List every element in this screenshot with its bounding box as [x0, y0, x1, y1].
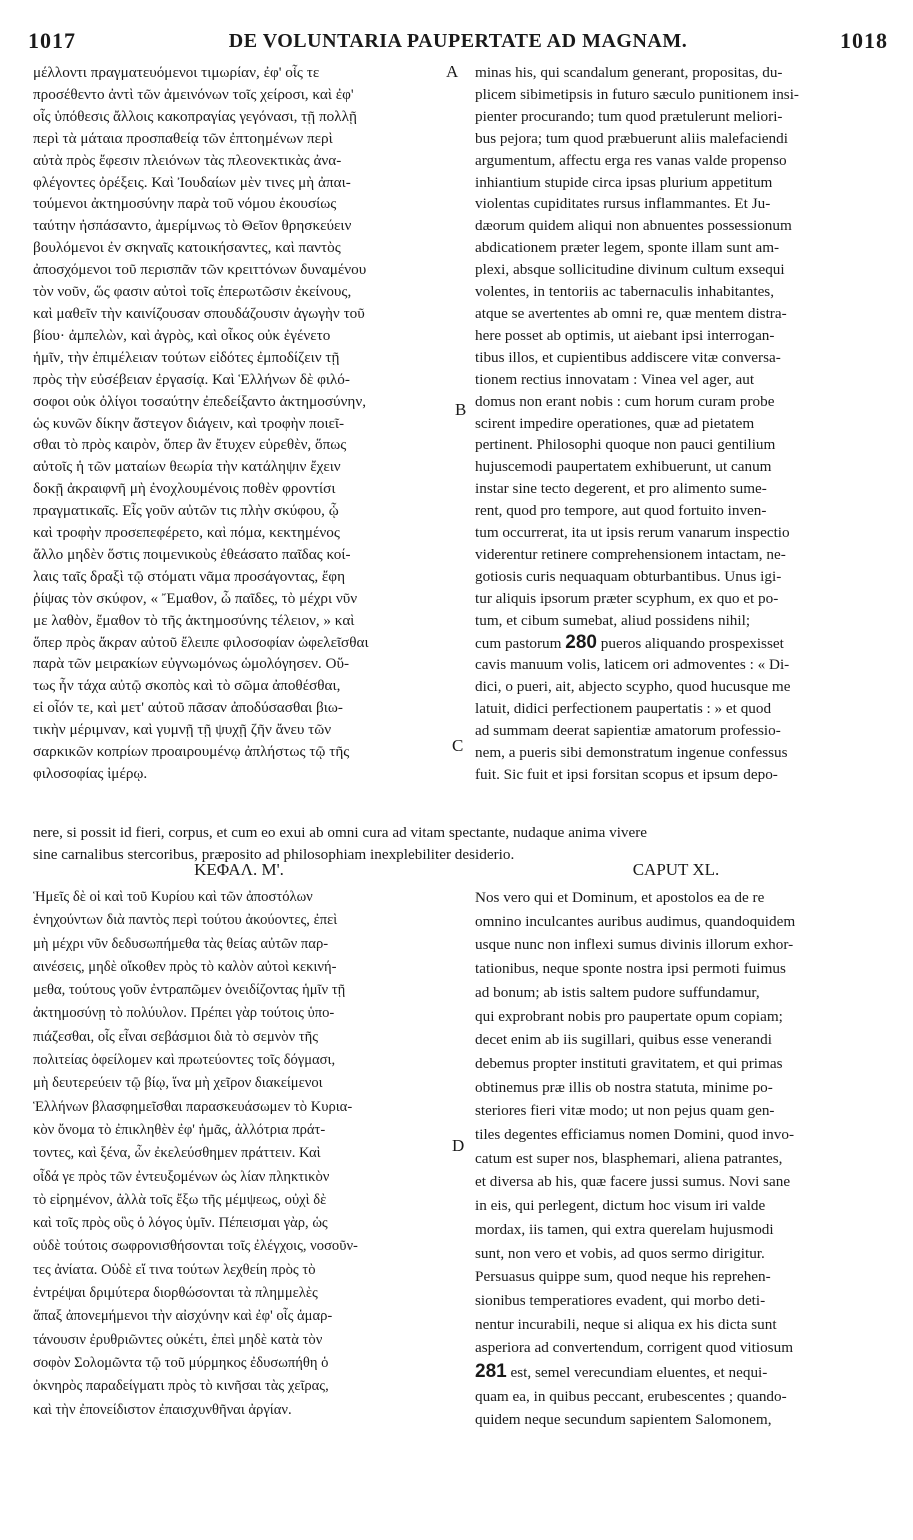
- text-line: ad bonum; ab istis saltem pudore suffundamur,: [475, 983, 760, 1001]
- text-line: fuit. Sic fuit et ipsi forsitan scopus et ipsum depo-: [475, 766, 778, 783]
- text-line: Ἑλλήνων βλασφημεῖσθαι παρασκευάσωμεν τὸ Κυρια-: [33, 1098, 353, 1115]
- text-line: dici, o pueri, ait, abjecto scypho, quod hucusque me: [475, 678, 791, 696]
- chapter-heading-latin: CAPUT XL.: [632, 860, 720, 879]
- text-line: sine carnalibus stercoribus, præposito ad philosophiam inexplebiliter desiderio.: [33, 845, 515, 863]
- text-line: tionem rectius innovatam : Vinea vel ager, aut: [475, 370, 755, 388]
- text-line: argumentum, affectu erga res vanas valde propenso: [475, 151, 787, 169]
- text-line: Persuasus quippe sum, quod neque his reprehen-: [475, 1268, 771, 1286]
- text-line: ἄλλο μηδὲν ὅστις ποιμενικοὺς ἐθεάσατο παῖδας κοί-: [33, 545, 351, 563]
- text-line: violentas cupiditates rursus inflammantes. Et Ju-: [475, 195, 771, 213]
- text-line: scirent impedire operationes, quæ ad pietatem: [475, 414, 755, 432]
- page-marker-280: 280: [565, 631, 597, 653]
- text-line: dæorum quidem aliqui non abnuentes possessionum: [475, 217, 792, 235]
- text-line: ἡμῖν, τὴν ἐπιμέλειαν τούτων εἰδότες ἐμποδίζειν τῇ: [33, 348, 340, 366]
- text-line: et diversa ab his, quæ facere jussi sumus. Novi sane: [475, 1173, 791, 1191]
- text-line: tum occurrerat, ita ut ipsis rerum vanarum inspectio: [475, 524, 790, 542]
- text-line: αὐτὰ πρὸς ἔφεσιν πλειόνων τὰς πλεονεκτικὰς ἀνα-: [33, 151, 342, 169]
- text-fragment: pueros aliquando prospexisset: [600, 634, 784, 652]
- text-line: σοφοι οὐκ ὀλίγοι τοσαύτην ἐπεδείξαντο ἀκτημοσύνην,: [33, 392, 367, 410]
- text-line: ὅπερ πρὸς ἄκραν αὐτοῦ ἔλειπε φιλοσοφίαν ὠφελεῖσθαι: [33, 633, 369, 651]
- text-line: τὸν νοῦν, ὥς φασιν αὐτοὶ τοῖς ἐπερωτῶσιν ἐκείνους,: [33, 283, 352, 301]
- text-line: bus pejora; tum quod præbuerunt aliis malefaciendi: [475, 129, 788, 147]
- text-line: ἅπαξ ἀπονεμήμενοι τὴν αἰσχύνην καὶ ἐφ' οἷς ἁμαρ-: [33, 1308, 333, 1325]
- text-line: tur aliquis ipsorum præter scyphum, ex quo et po-: [475, 589, 779, 607]
- chapter-heading-greek: ΚΕΦΑΛ. Μ'.: [194, 860, 284, 879]
- text-line: plicem sibimetipsis in futuro sæculo punitionem insi-: [475, 85, 799, 103]
- text-line: σαρκικῶν κοπρίων προαιρουμένῳ ἀπλήστως τῷ τῆς: [33, 743, 350, 761]
- text-line: τούμενοι ἀκτημοσύνην παρὰ τοῦ νόμου ἑκουσίως: [33, 195, 337, 213]
- text-line: μέλλοντι πραγματευόμενοι τιμωρίαν, ἐφ' οἷς τε: [33, 64, 320, 81]
- greek-column-bottom: [33, 886, 445, 1422]
- text-line: sunt, non vero et vobis, ad quos sermo dirigitur.: [475, 1244, 765, 1262]
- text-line: here posset ab optimis, ut aiebant ipsi interrogan-: [475, 326, 775, 344]
- text-line: ὀκνηρὸς παραδείγματι πρὸς τὸ κινῆσαι τὰς χεῖρας,: [33, 1378, 329, 1395]
- text-line: nentur incurabili, neque si aliqua ex his dicta sunt: [475, 1315, 777, 1333]
- text-line: οἷς ὑπόθεσις ἄλλοις κακοπραγίας γεγόνασι, τῇ πολλῇ: [33, 107, 357, 125]
- text-line: σοφὸν Σολομῶντα τῷ τοῦ μύρμηκος ἐδυσωπήθη ὁ: [33, 1354, 329, 1371]
- margin-letter-d: D: [452, 1136, 465, 1155]
- text-line: atque se avertentes ab omni re, quæ mentem distra-: [475, 304, 787, 322]
- text-line: hujuscemodi paupertatem exhibuerunt, ut canum: [475, 458, 772, 476]
- text-line: λαις ταῖς δραξὶ τῷ στόματι νᾶμα προσάγοντας, ἔφη: [33, 567, 346, 585]
- text-line: προσέθεντο ἀντὶ τῶν ἀμεινόνων τοῖς χείροσι, καὶ ἐφ': [33, 85, 354, 103]
- text-line: πολιτείας ὀφείλομεν καὶ πρωτεύοντες τοῖς δόγμασι,: [33, 1052, 336, 1069]
- running-title: DE VOLUNTARIA PAUPERTATE AD MAGNAM.: [228, 30, 688, 52]
- text-line: nere, si possit id fieri, corpus, et cum eo exui ab omni cura ad vitam spectante, nudaque anima vivere: [33, 824, 648, 841]
- text-line: inhiantium stupide circa ipsas plurium appetitum: [475, 173, 773, 191]
- text-line: καὶ τοῖς πρὸς οὓς ὁ λόγος ὑμῖν. Πέπεισμαι γὰρ, ὡς: [33, 1215, 328, 1232]
- text-line: plexi, absque sollicitudine divinum cultum exsequi: [475, 261, 785, 279]
- text-line: mordax, iis tamen, qui extra querelam hujusmodi: [475, 1220, 774, 1238]
- text-line: qui exprobrant nobis pro paupertate opum copiam;: [475, 1007, 783, 1025]
- text-line: πιάζεσθαι, οἷς εἶναι σεβάσμιοι διὰ τὸ σεμνὸν τῆς: [33, 1028, 319, 1045]
- text-line: volentes, in tentoriis ac tabernaculis inhabitantes,: [475, 283, 775, 301]
- text-line: tibus illos, et cupientibus addiscere vitæ conversa-: [475, 348, 781, 366]
- text-line: βίου· ἀμπελὼν, καὶ ἀγρὸς, καὶ οἶκος οὐκ ἐγένετο: [33, 326, 331, 344]
- text-line: μεθα, τούτους γοῦν ἐντραπῶμεν ὀνειδίζοντας ἡμῖν τῇ: [33, 982, 346, 999]
- text-fragment: est, semel verecundiam eluentes, et nequi-: [510, 1364, 768, 1382]
- text-line: pertinent. Philosophi quoque non pauci gentilium: [475, 436, 776, 454]
- latin-column-top: [475, 62, 877, 786]
- text-line: τως ἦν τάχα αὐτῷ σκοπὸς καὶ τὸ σῶμα ἀποθέσθαι,: [33, 677, 341, 695]
- text-line: rent, quod pro tempore, aut quod fortuito inven-: [475, 502, 767, 520]
- text-line: βουλόμενοι ἐν σκηναῖς κατοικήσαντες, καὶ παντὸς: [33, 239, 341, 257]
- text-line: ἐντρέψαι δριμύτερα διορθώσονται τὰ πλημμελὲς: [33, 1285, 318, 1302]
- greek-column-top: [33, 62, 445, 785]
- text-line: catum est super nos, blasphemari, aliena patrantes,: [475, 1149, 783, 1167]
- text-line: ad summam deerat sapientiæ amatorum professio-: [475, 722, 781, 740]
- text-line: steriores fieri vitæ modo; ut non pejus quam gen-: [475, 1102, 775, 1120]
- text-fragment: cum pastorum: [475, 634, 562, 652]
- text-line: domus non erant nobis : cum horum curam probe: [475, 392, 775, 410]
- text-line: sionibus temperatiores evadent, qui morbo deti-: [475, 1291, 766, 1309]
- text-line: αὐτοῖς ἡ τῶν ματαίων θεωρία τὴν κατάληψιν ἔχειν: [33, 458, 341, 476]
- text-line: tum, et cibum sumebat, aliud possidens nihil;: [475, 611, 751, 629]
- text-line: ῥίψας τὸν σκύφον, « Ἔμαθον, ὦ παῖδες, τὸ μέχρι νῦν: [33, 589, 358, 607]
- text-line: μὴ μέχρι νῦν δεδυσωπήμεθα τὰς θείας αὐτῶν παρ-: [33, 935, 329, 952]
- text-line: Ἡμεῖς δὲ οἱ καὶ τοῦ Κυρίου καὶ τῶν ἀποστόλων: [33, 889, 313, 905]
- text-line: οἶδά γε πρὸς τῶν ἐντευξομένων ὡς λίαν πληκτικὸν: [33, 1168, 330, 1185]
- text-line: obtinemus præ illis ob nostra statuta, minime po-: [475, 1078, 773, 1096]
- margin-letter-c: C: [452, 736, 464, 755]
- text-line: εἰ οἷόν τε, καὶ μετ' αὐτοῦ πᾶσαν ἀποδύσασθαι βιω-: [33, 699, 343, 717]
- page-marker-281: 281: [475, 1361, 507, 1383]
- text-line: τοντες, καὶ ξένα, ὧν ἐκελεύσθημεν πράττειν. Καὶ: [33, 1145, 321, 1162]
- text-line: πραγματικαῖς. Εἷς γοῦν αὐτῶν τις πλὴν σκύφου, ᾧ: [33, 502, 339, 520]
- text-line: debemus propter instituti gravitatem, et qui primas: [475, 1054, 783, 1072]
- latin-column-bottom: [475, 886, 877, 1432]
- text-line: δοκῇ ἀκραιφνῆ μὴ ἐνοχλουμένοις ποθὲν φροντίσι: [33, 480, 336, 498]
- text-line: [475, 1360, 877, 1385]
- text-line: tationibus, neque sponte nostra ipsi permoti fuimus: [475, 960, 786, 978]
- text-line: pienter procurando; tum quod prætulerunt meliori-: [475, 107, 783, 125]
- margin-letter-b: B: [455, 400, 467, 419]
- text-line: φιλοσοφίας ἱμέρῳ.: [33, 765, 148, 782]
- text-line: με λαθὸν, ἔμαθον τὸ τῆς ἀκτημοσύνης τέλειον, » καὶ: [33, 611, 355, 629]
- text-line: ἐνηχούντων διὰ παντὸς περὶ τούτου ἀκούοντες, ἐπεὶ: [33, 912, 338, 929]
- margin-letter-a: A: [446, 62, 459, 81]
- text-line: ἀποσχόμενοι τοῦ περισπᾶν τῶν κρειττόνων δυναμένου: [33, 261, 367, 279]
- text-line: ὡς κυνῶν δίκην ἄστεγον διάγειν, καὶ τροφὴν ποιεῖ-: [33, 414, 345, 432]
- text-line: abdicationem præter legem, sponte illam sunt am-: [475, 239, 780, 257]
- text-line: ταύτην ἠσπάσαντο, ἀμερίμνως τὸ Θεῖον θρησκεύειν: [33, 217, 352, 235]
- text-line: καὶ μαθεῖν τὴν καινίζουσαν σπουδάζουσιν ἀγωγὴν τοῦ: [33, 304, 365, 322]
- text-line: decet enim ab iis sugillari, quibus esse venerandi: [475, 1031, 772, 1049]
- page-number-right: 1018: [840, 28, 888, 53]
- text-line: τὸ εἰρημένον, ἀλλὰ τοῖς ἔξω τῆς μέμψεως, οὐχὶ δὲ: [33, 1191, 327, 1208]
- text-line: παρὰ τῶν μειρακίων εὐγνωμόνως ὡμολόγησεν. Οὕ-: [33, 655, 350, 673]
- text-line: minas his, qui scandalum generant, propositas, du-: [475, 64, 783, 81]
- page-number-left: 1017: [28, 28, 76, 53]
- text-line: σθαι τὸ πρὸς καιρὸν, ὅπερ ἂν ἔτυχεν εὑρεθὲν, ὅπως: [33, 436, 347, 454]
- text-line: κὸν ὄνομα τὸ ἐπικληθὲν ἐφ' ἡμᾶς, ἀλλότρια πράτ-: [33, 1121, 326, 1138]
- text-line: asperiora ad convertendum, corrigent quod vitiosum: [475, 1339, 794, 1357]
- text-line: omnino inculcantes auribus audimus, quandoquidem: [475, 912, 796, 930]
- text-line: οὐδὲ τούτοις σωφρονισθήσονται τοῖς ἐλέγχοις, νοσοῦν-: [33, 1238, 358, 1255]
- text-line: [475, 632, 877, 655]
- text-line: quidem neque secundum sapientem Salomonem,: [475, 1411, 772, 1429]
- text-line: nem, a pueris sibi demonstratum ingenue confessus: [475, 744, 788, 762]
- text-line: καὶ τροφὴν προσεπεφέρετο, καὶ πόμα, κεκτημένος: [33, 524, 340, 542]
- text-line: περὶ τὰ μάταια προσπαθείᾳ τῶν ἐπτοημένων περὶ: [33, 129, 333, 147]
- text-line: quam ea, in quibus peccant, erubescentes ; quando-: [475, 1387, 787, 1405]
- text-line: instar sine tecto degerent, et pro alimento sume-: [475, 480, 767, 498]
- text-line: τες ἀνίατα. Οὐδὲ εἴ τινα τούτων λεχθείη πρὸς τὸ: [33, 1261, 316, 1278]
- text-line: gotiosis curis nequaquam obturbantibus. Unus igi-: [475, 567, 782, 585]
- text-line: latuit, didici perfectionem paupertatis : » et quod: [475, 700, 772, 718]
- text-line: usque nunc non inflexi sumus divinis illorum exhor-: [475, 936, 794, 954]
- text-line: viderentur retinere comprehensionem intactam, ne-: [475, 545, 786, 563]
- text-line: πρὸς τὴν εὐσέβειαν ἐργασίᾳ. Καὶ Ἑλλήνων δὲ φιλό-: [33, 370, 350, 388]
- text-line: τικὴν μέριμναν, καὶ γυμνῇ τῇ ψυχῇ ζῆν ἄνευ τῶν: [33, 721, 332, 739]
- text-line: ἀκτημοσύνῃ τὸ πολύυλον. Πρέπει γὰρ τούτοις ὑπο-: [33, 1005, 335, 1022]
- text-line: Nos vero qui et Dominum, et apostolos ea de re: [475, 889, 765, 906]
- page-header: [28, 28, 888, 60]
- text-line: τάνουσιν ἐρυθριῶντες οὐκέτι, ἐπεὶ μηδὲ κατὰ τὸν: [33, 1331, 323, 1348]
- text-line: μὴ δευτερεύειν τῷ βίῳ, ἵνα μὴ χεῖρον διακείμενοι: [33, 1075, 323, 1092]
- text-line: in eis, qui perlegent, dictum hoc visum iri valde: [475, 1197, 766, 1215]
- text-line: tiles degentes efficiamus nomen Domini, quod invo-: [475, 1126, 795, 1144]
- text-line: φλέγοντες ὀρέξεις. Καὶ Ἰουδαίων μὲν τινες μὴ ἀπαι-: [33, 173, 351, 191]
- text-line: αινέσεις, μηδὲ οἴκοθεν πρὸς τὸ καλὸν αὐτοὶ κεκινή-: [33, 958, 337, 975]
- text-line: cavis manuum volis, laticem ori admoventes : « Di-: [475, 656, 790, 674]
- text-line: καὶ τὴν ἐπονείδιστον ἐπαισχυνθῆναι ἀργίαν.: [33, 1401, 292, 1418]
